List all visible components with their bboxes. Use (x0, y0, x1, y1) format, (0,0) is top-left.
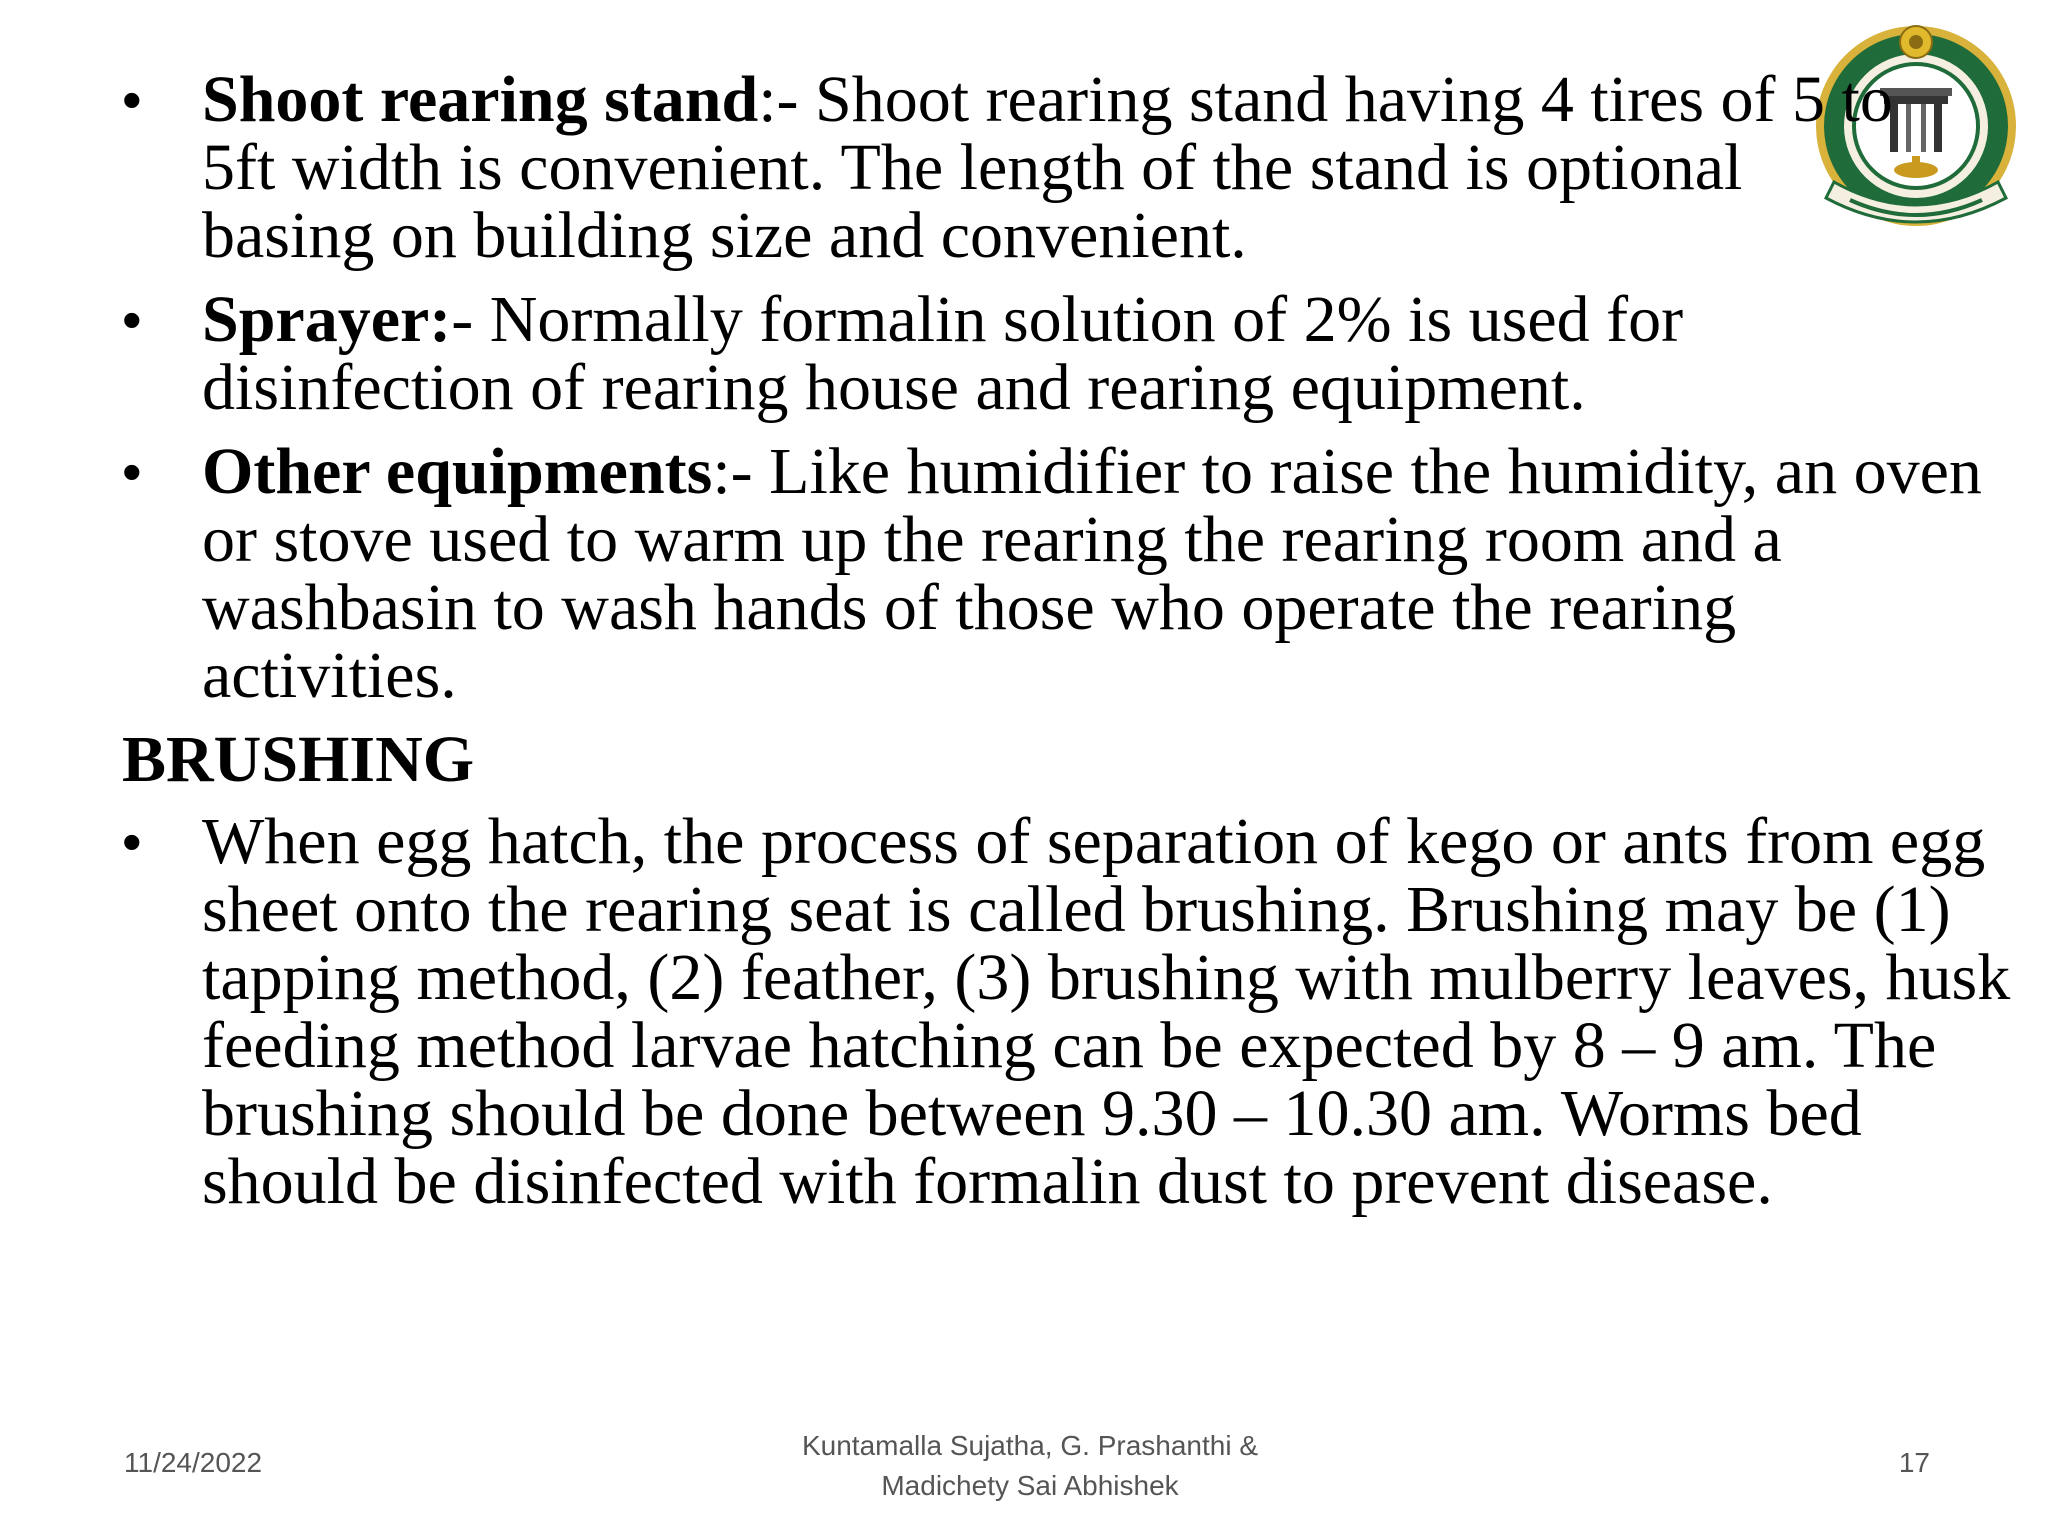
bullet-dot: • (122, 810, 142, 873)
list-item-brushing (122, 805, 2022, 1218)
term-shoot-rearing-stand: Shoot rearing stand (202, 63, 759, 136)
bullet-dot: • (122, 68, 142, 131)
section-heading: BRUSHING (122, 723, 475, 796)
description-sprayer: - Normally formalin solution of 2% is used for disinfection of rearing house and rearing equipment. (202, 283, 1684, 424)
footer-author-line1: Kuntamalla Sujatha, G. Prashanthi & (801, 1430, 1259, 1461)
page-number: 17 (1898, 1447, 1930, 1478)
footer-author (700, 1426, 1360, 1506)
footer-author-line2: Madichety Sai Abhishek (881, 1470, 1179, 1501)
slide-body (122, 63, 2011, 1232)
footer-date: 11/24/2022 (124, 1447, 263, 1478)
term-other-equipments: Other equipments (202, 435, 713, 508)
term-sprayer: Sprayer: (202, 283, 452, 356)
list-item-shoot-rearing-stand (122, 63, 1912, 272)
bullet-dot: • (122, 440, 142, 503)
bullet-dot: • (122, 288, 142, 351)
description-other-equipments: :- Like humidifier to raise the humidity, an oven or stove used to warm up the rearing the rearing room and a washbasin to wash hands of those who operate the rearing activities. (202, 435, 1982, 712)
description-brushing: When egg hatch, the process of separation of kego or ants from egg sheet onto the rearing seat is called brushing. Brushing may be (1) tapping method, (2) feather, (3) brushing with mulberry leaves, husk feeding method larvae hatching can be expected by 8 – 9 am. The brushing should be done between 9.30 – 10.30 am. Worms bed should be disinfected with formalin dust to prevent disease. (202, 805, 2011, 1218)
list-item-sprayer (122, 283, 1942, 424)
list-item-other-equipments (122, 435, 2002, 712)
description-shoot-rearing-stand: :- Shoot rearing stand having 4 tires of 5 to 5ft width is convenient. The length of the stand is optional basing on building size and convenient. (202, 63, 1893, 272)
